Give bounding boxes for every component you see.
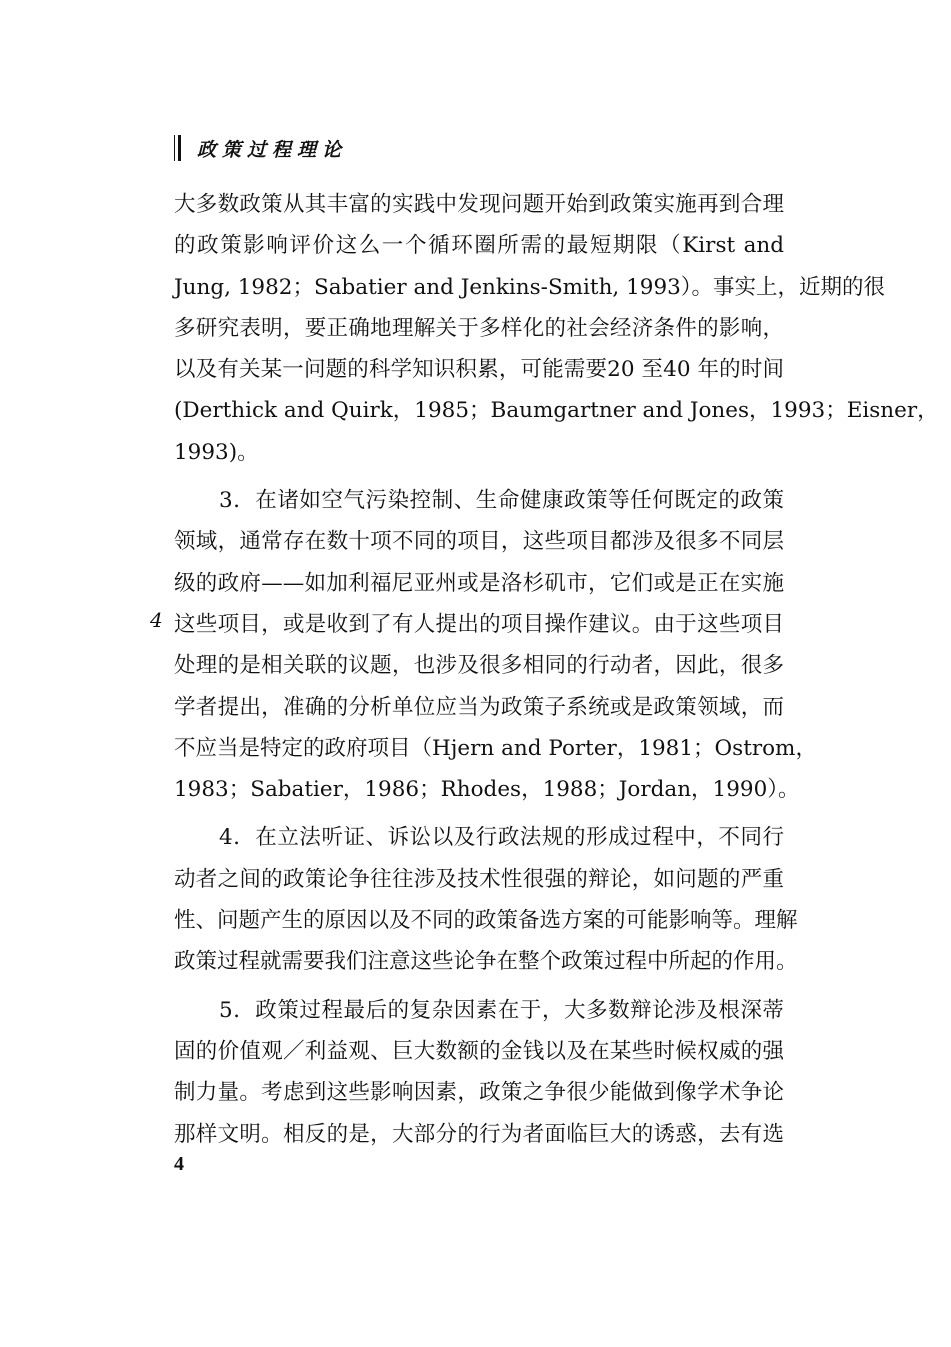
text-line: 1993)。 — [174, 439, 259, 465]
text-line: 以及有关某一问题的科学知识积累，可能需要20 至40 年的时间 — [174, 357, 784, 383]
text-line: 领域，通常存在数十项不同的项目，这些项目都涉及很多不同层 — [174, 529, 784, 555]
paragraph-3-first-line: 3．在诸如空气污染控制、生命健康政策等任何既定的政策 — [219, 488, 784, 514]
text-line: 固的价值观／利益观、巨大数额的金钱以及在某些时候权威的强 — [174, 1038, 784, 1064]
text-line: 大多数政策从其丰富的实践中发现问题开始到政策实施再到合理 — [174, 192, 784, 217]
text-line: 政策过程就需要我们注意这些论争在整个政策过程中所起的作用。 — [174, 949, 798, 975]
text-line: 1983；Sabatier，1986；Rhodes，1988；Jordan，1990）。 — [174, 777, 800, 803]
text-line: (Derthick and Quirk，1985；Baumgartner and Jones，1993；Eisner， — [174, 398, 939, 424]
text-line: 性、问题产生的原因以及不同的政策备选方案的可能影响等。理解 — [174, 908, 798, 934]
text-line: 制力量。考虑到这些影响因素，政策之争很少能做到像学术争论 — [174, 1080, 784, 1106]
text-line: Jung, 1982；Sabatier and Jenkins-Smith, 1993）。事实上，近期的很 — [174, 274, 886, 300]
text-line: 处理的是相关联的议题，也涉及很多相同的行动者，因此，很多 — [174, 653, 784, 679]
text-line: 这些项目，或是收到了有人提出的项目操作建议。由于这些项目 — [174, 611, 784, 637]
text-line: 那样文明。相反的是，大部分的行为者面临巨大的诱惑，去有选 — [174, 1121, 784, 1147]
running-header — [173, 133, 347, 163]
header-bar-mark — [173, 135, 185, 161]
running-header-title: 政策过程理论 — [197, 138, 348, 161]
text-line: 学者提出，准确的分析单位应当为政策子系统或是政策领域，而 — [174, 694, 784, 720]
text-line: 不应当是特定的政府项目（Hjern and Porter，1981；Ostrom， — [174, 735, 817, 761]
text-line: 动者之间的政策论争往往涉及技术性很强的辩论，如问题的严重 — [174, 866, 784, 892]
body-text — [174, 184, 939, 1155]
margin-page-marker: 4 — [150, 608, 163, 632]
paragraph-4-first-line: 4．在立法听证、诉讼以及行政法规的形成过程中，不同行 — [219, 825, 784, 851]
paragraph-5-first-line: 5．政策过程最后的复杂因素在于，大多数辩论涉及根深蒂 — [219, 997, 784, 1023]
text-line: 级的政府——如加利福尼亚州或是洛杉矶市，它们或是正在实施 — [174, 570, 784, 596]
page-number: 4 — [174, 1153, 184, 1175]
text-line: 的政策影响评价这么一个循环圈所需的最短期限（Kirst and — [174, 233, 784, 259]
text-line: 多研究表明，要正确地理解关于多样化的社会经济条件的影响， — [174, 315, 784, 341]
